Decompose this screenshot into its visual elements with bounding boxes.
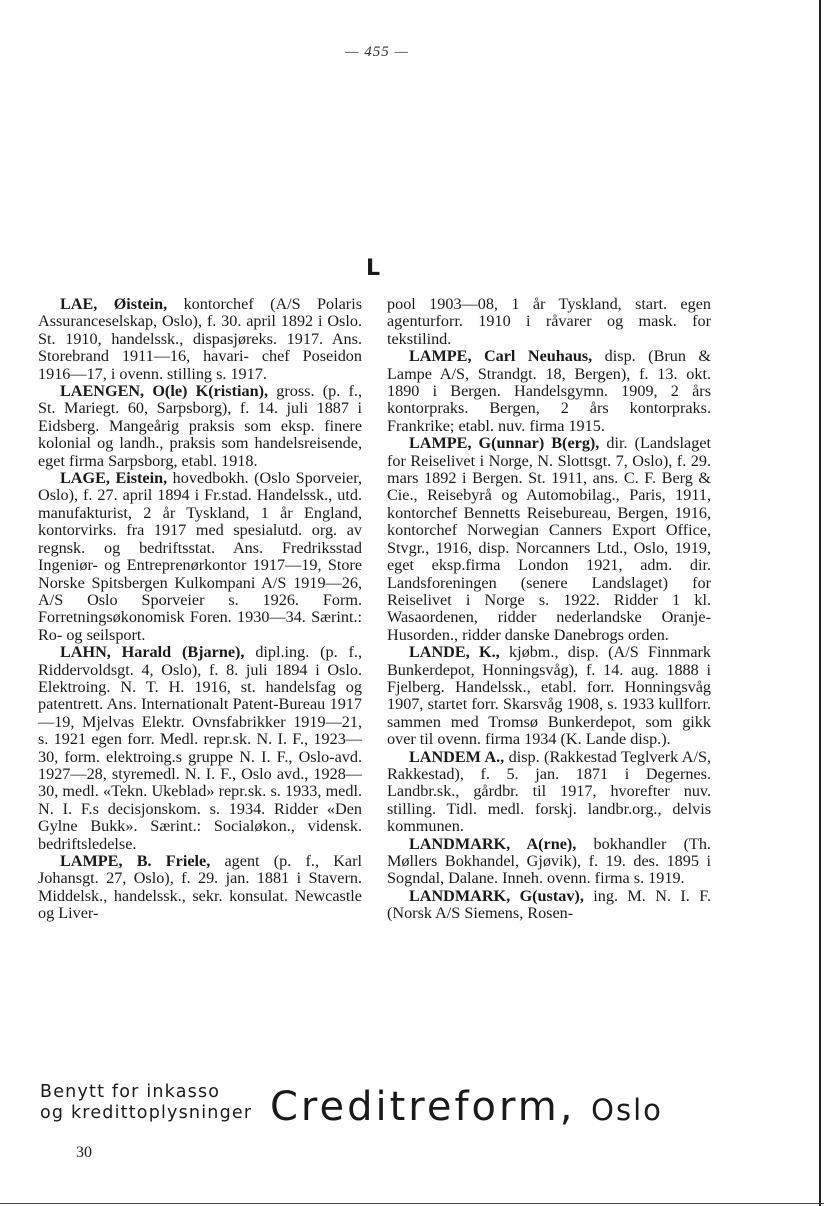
- entry: [38, 383, 362, 470]
- page-edge-bottom: [0, 1203, 824, 1204]
- right-column: [387, 296, 711, 923]
- advert-brand-line: [270, 1082, 663, 1135]
- entry-continuation: [387, 296, 711, 348]
- entry: [38, 644, 362, 853]
- entry-text: pool 1903—08, 1 år Tyskland, start. egen agenturforr. 1910 i råvarer og mask. for tekstilind.: [387, 295, 711, 348]
- entry: [387, 348, 711, 435]
- left-column: [38, 296, 362, 923]
- entry: [387, 749, 711, 836]
- entry-name: LANDMARK, A(rne),: [409, 834, 577, 853]
- section-letter: L: [366, 256, 381, 281]
- entry: [38, 470, 362, 644]
- advert-line-2: og kredittoplysninger: [40, 1103, 253, 1123]
- entry-text: agent (p. f., Karl Johansgt. 27, Oslo), f. 29. jan. 1881 i Stavern. Middelsk., handelssk., sekr. konsulat. Newcastle og Liver-: [38, 852, 362, 923]
- entry: [387, 644, 711, 748]
- entry-name: LAGE, Eistein,: [60, 469, 168, 488]
- entry: [38, 853, 362, 923]
- entry-name: LAMPE, B. Friele,: [60, 852, 211, 870]
- page-edge-right: [819, 0, 821, 1206]
- advertisement: [40, 1082, 720, 1132]
- entry: [38, 296, 362, 383]
- advert-tagline: [40, 1082, 252, 1124]
- entry-text: bokhandler (Th. Møllers Bokhandel, Gjøvik), f. 19. des. 1895 i Sogndal, Dalane. Inneh. ovenn. firma s. 1919.: [387, 834, 711, 888]
- entry-text: dir. (Landslaget for Reiselivet i Norge, N. Slottsgt. 7, Oslo), f. 29. mars 1892 i Bergen. St. 1911, ans. C. F. Berg & Cie., Reisebyrå og Automobilag., Paris, 1911, kontorchef Bennetts Reisebureau, Bergen, 1916, kontorchef Norwegian Canners Export Office, Stvgr., 1916, disp. Norcanners Ltd., Oslo, 1919, eget eksp.firma London 1921, adm. dir. Landsforeningen (senere Landslaget) for Reiselivet i Norge s. 1922. Ridder 1 kl. Wasaordenen, ridder nederlandske Oranje-Husorden., ridder danske Danebrogs orden.: [387, 434, 712, 644]
- entry-text: disp. (Rakkestad Teglverk A/S, Rakkestad), f. 5. jan. 1871 i Degernes. Landbr.sk., gårdbr. til 1917, hvorefter nuv. stilling. Tidl. medl. forskj. landbr.org., delvis kommunen.: [387, 747, 711, 836]
- entry-text: kjøbm., disp. (A/S Finnmark Bunkerdepot, Honningsvåg), f. 14. aug. 1888 i Fjelberg. Handelssk., etabl. forr. Honningsvåg 1907, startet forr. Skarsvåg 1908, s. 1933 kullforr. sammen med Tromsø Bunkerdepot, som gikk over til ovenn. firma 1934 (K. Lande disp.).: [387, 643, 711, 749]
- advert-line-1: Benytt for inkasso: [40, 1082, 221, 1102]
- entry-name: LAENGEN, O(le) K(ristian),: [60, 382, 269, 401]
- entry-name: LAE, Øistein,: [60, 295, 168, 313]
- entry: [387, 836, 711, 888]
- entry-name: LAHN, Harald (Bjarne),: [60, 643, 245, 662]
- entry-name: LAMPE, G(unnar) B(erg),: [409, 434, 600, 453]
- footer-number: 30: [76, 1144, 92, 1161]
- entry-name: LANDE, K.,: [409, 643, 500, 662]
- page-number: — 455 —: [345, 44, 409, 60]
- entry-text: gross. (p. f., St. Mariegt. 60, Sarpsborg), f. 14. juli 1887 i Eidsberg. Mangeårig praksis som eksp. finere kolonial og landh., praksis som handelsreisende, eget firma Sarpsborg, etabl. 1918.: [38, 382, 362, 470]
- entry: [387, 435, 711, 644]
- entry-text: hovedbokh. (Oslo Sporveier, Oslo), f. 27. april 1894 i Fr.stad. Handelssk., utd. manufakturist, 2 år Tyskland, 1 år England, kontorvirks. fra 1917 med spesialutd. org. av regnsk. og bedriftsstat. Ans. Fredriksstad Ingeniør- og Entreprenørkontor 1917—19, Store Norske Spitsbergen Kulkompani A/S 1919—26, A/S Oslo Sporveier s. 1926. Form. Forretningsøkonomisk Foren. 1930—34. Særint.: Ro- og seilsport.: [38, 469, 362, 644]
- entry-text: ing. M. N. I. F. (Norsk A/S Siemens, Rosen-: [387, 886, 711, 923]
- entry-name: LAMPE, Carl Neuhaus,: [409, 347, 593, 366]
- entry: [387, 888, 711, 923]
- entry-name: LANDEM A.,: [409, 747, 505, 766]
- advert-city: Oslo: [591, 1093, 663, 1127]
- entry-text: disp. (Brun & Lampe A/S, Strandgt. 18, Bergen), f. 13. okt. 1890 i Bergen. Handelsgymn. 1909, 2 års kontorpraks. Bergen, 2 års kontorpraks. Frankrike; etabl. nuv. firma 1915.: [387, 347, 711, 435]
- entry-text: dipl.ing. (p. f., Riddervoldsgt. 4, Oslo), f. 8. juli 1894 i Oslo. Elektroing. N. T. H. 1916, st. handelsfag og patentrett. Ans. Internationalt Patent-Bureau 1917—19, Mjelvas Elektr. Ovnsfabrikker 1919—21, s. 1921 egen forr. Medl. repr.sk. N. I. F., 1923—30, form. elektroing.s gruppe N. I. F., Oslo-avd. 1927—28, styremedl. N. I. F., Oslo avd., 1928—30, medl. «Tekn. Ukeblad» repr.sk. s. 1933, medl. N. I. F.s decisjonskom. s. 1934. Ridder «Den Gylne Bukk». Særint.: Socialøkon., vidensk. bedriftsledelse.: [38, 643, 362, 853]
- entry-name: LANDMARK, G(ustav),: [409, 886, 584, 905]
- advert-brand: Creditreform,: [270, 1084, 576, 1130]
- entry-text: kontorchef (A/S Polaris Assuranceselskap, Oslo), f. 30. april 1892 i Oslo. St. 1910, handelssk., dispasjøreks. 1917. Ans. Storebrand 1911—16, havari- chef Poseidon 1916—17, i ovenn. stilling s. 1917.: [38, 295, 362, 383]
